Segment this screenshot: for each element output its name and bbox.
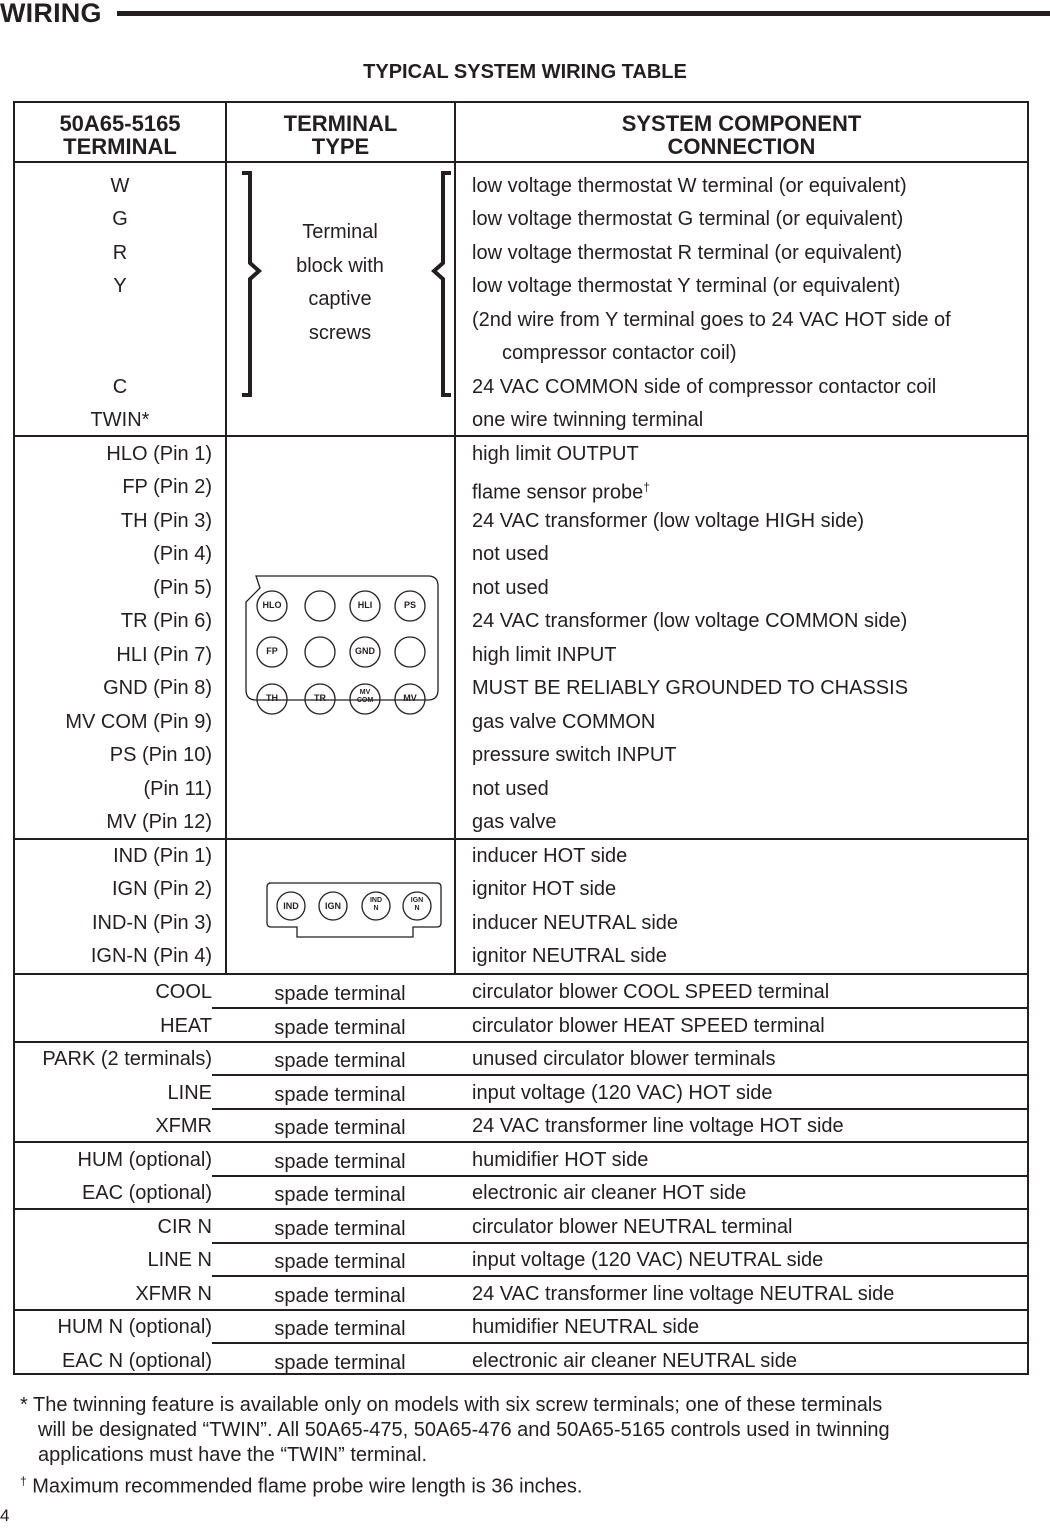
terminal-name: XFMR N bbox=[135, 1282, 212, 1305]
type-line: captive bbox=[308, 288, 372, 310]
terminal-pin: IGN-N (Pin 4) bbox=[90, 945, 212, 967]
pin-labels bbox=[242, 572, 442, 722]
connection-pin: gas valve bbox=[472, 811, 557, 833]
connection-text: electronic air cleaner HOT side bbox=[472, 1182, 747, 1204]
col-header-terminal bbox=[15, 112, 225, 158]
section-divider-2 bbox=[15, 838, 1027, 840]
table-row bbox=[15, 1109, 1027, 1143]
terminal-pin: GND (Pin 8) bbox=[103, 677, 212, 699]
terminal-pin: HLI (Pin 7) bbox=[116, 644, 212, 666]
table-row bbox=[15, 975, 1027, 1009]
terminal-type: spade terminal bbox=[274, 1351, 406, 1374]
terminal-name: LINE bbox=[167, 1081, 212, 1104]
table-row bbox=[15, 1310, 1027, 1344]
terminal-type: spade terminal bbox=[274, 1251, 406, 1273]
terminal-pin: IGN (Pin 2) bbox=[111, 878, 212, 900]
section-title: WIRING bbox=[0, 0, 102, 28]
connection-pin: not used bbox=[472, 778, 549, 800]
footnote-twinning-cont: will be designated “TWIN”. All 50A65-475, 50A65-476 and 50A65-5165 controls used in twinning bbox=[38, 1419, 890, 1441]
terminal-name: PARK (2 terminals) bbox=[42, 1048, 212, 1070]
terminal-type: spade terminal bbox=[274, 1150, 406, 1173]
connection-w: low voltage thermostat W terminal (or equivalent) bbox=[472, 175, 907, 197]
connection-text: input voltage (120 VAC) NEUTRAL side bbox=[472, 1249, 824, 1271]
col-divider-2 bbox=[454, 103, 456, 973]
wiring-table bbox=[13, 101, 1029, 1375]
connection-text: humidifier NEUTRAL side bbox=[472, 1316, 700, 1338]
terminal-pin: IND-N (Pin 3) bbox=[91, 912, 212, 934]
connection-text: humidifier HOT side bbox=[472, 1148, 649, 1171]
connection-pin: inducer NEUTRAL side bbox=[472, 912, 679, 934]
connection-twin: one wire twinning terminal bbox=[472, 409, 704, 431]
connection-pin: gas valve COMMON bbox=[472, 711, 656, 733]
connection-pin: ignitor HOT side bbox=[472, 878, 617, 900]
terminal-name: HUM N (optional) bbox=[57, 1316, 212, 1338]
connection-pin: not used bbox=[472, 543, 549, 565]
type-line: block with bbox=[296, 254, 384, 277]
terminal-pin: MV COM (Pin 9) bbox=[65, 711, 212, 733]
table-row bbox=[15, 1243, 1027, 1277]
connection-g: low voltage thermostat G terminal (or equivalent) bbox=[472, 208, 904, 230]
connection-y-note: (2nd wire from Y terminal goes to 24 VAC HOT side of bbox=[472, 309, 951, 331]
footnote-text: Maximum recommended flame probe wire length is 36 inches. bbox=[26, 1475, 583, 1498]
terminal-type: spade terminal bbox=[274, 1284, 406, 1307]
dagger-mark: † bbox=[643, 480, 650, 494]
terminal-name: EAC (optional) bbox=[81, 1182, 212, 1204]
table-row bbox=[15, 1344, 1027, 1376]
connection-pin: 24 VAC transformer (low voltage HIGH side) bbox=[472, 510, 864, 532]
terminal-pin: MV (Pin 12) bbox=[106, 811, 212, 833]
header-divider bbox=[15, 161, 1027, 163]
connection-pin bbox=[472, 476, 650, 504]
terminal-type: spade terminal bbox=[274, 1117, 406, 1139]
pin-label-line: N bbox=[373, 905, 379, 912]
pin-label: HLO bbox=[262, 600, 282, 610]
terminal-name: EAC N (optional) bbox=[61, 1349, 212, 1372]
table-row bbox=[15, 1210, 1027, 1244]
terminal-type: spade terminal bbox=[274, 1083, 406, 1106]
col-header-type bbox=[227, 112, 454, 158]
connection-text: circulator blower HEAT SPEED terminal bbox=[472, 1014, 825, 1037]
terminal-type: spade terminal bbox=[274, 1217, 406, 1240]
table-row bbox=[15, 1176, 1027, 1210]
terminal-name: HUM (optional) bbox=[77, 1148, 212, 1171]
connection-text: 24 VAC transformer line voltage NEUTRAL side bbox=[472, 1282, 895, 1305]
terminal-pin: PS (Pin 10) bbox=[109, 744, 212, 766]
col-header-line: CONNECTION bbox=[667, 134, 816, 159]
terminal-g: G bbox=[112, 208, 128, 230]
four-pin-connector-diagram bbox=[263, 879, 445, 943]
connection-y: low voltage thermostat Y terminal (or equivalent) bbox=[472, 275, 901, 297]
footnote-twinning: * The twinning feature is available only on models with six screw terminals; one of these terminals bbox=[20, 1394, 883, 1416]
terminal-pin: (Pin 4) bbox=[153, 543, 212, 565]
terminal-twin: TWIN* bbox=[90, 409, 150, 431]
section-header bbox=[0, 0, 1050, 28]
terminal-pin: TH (Pin 3) bbox=[120, 510, 212, 532]
terminal-type: spade terminal bbox=[274, 1318, 406, 1340]
terminal-name: LINE N bbox=[147, 1249, 212, 1271]
col-header-line: TERMINAL bbox=[63, 134, 177, 159]
pin-label: TR bbox=[314, 693, 326, 703]
table-row bbox=[15, 1042, 1027, 1076]
connection-text: electronic air cleaner NEUTRAL side bbox=[472, 1349, 797, 1372]
col-header-line: TERMINAL bbox=[283, 111, 398, 136]
connection-pin: MUST BE RELIABLY GROUNDED TO CHASSIS bbox=[472, 677, 909, 699]
terminal-w: W bbox=[110, 175, 130, 197]
terminal-pin: HLO (Pin 1) bbox=[106, 443, 212, 465]
pin-label: TH bbox=[266, 693, 278, 703]
pin-label-mvcom bbox=[350, 689, 380, 705]
connection-pin: 24 VAC transformer (low voltage COMMON side) bbox=[472, 610, 908, 632]
terminal-pin: IND (Pin 1) bbox=[113, 845, 212, 867]
terminal-pin: TR (Pin 6) bbox=[120, 610, 212, 632]
section-divider-1 bbox=[15, 435, 1027, 437]
pin-label-ignn bbox=[403, 897, 431, 913]
pin-label: GND bbox=[355, 646, 375, 656]
pin-label: FP bbox=[266, 646, 278, 656]
footnote-twinning-cont: applications must have the “TWIN” terminal. bbox=[38, 1444, 428, 1466]
connection-text: circulator blower COOL SPEED terminal bbox=[472, 981, 830, 1003]
terminal-c: C bbox=[112, 376, 128, 398]
page-number: 4 bbox=[0, 1506, 10, 1525]
connection-text: circulator blower NEUTRAL terminal bbox=[472, 1215, 793, 1238]
connection-text: unused circulator blower terminals bbox=[472, 1048, 776, 1070]
table-row bbox=[15, 1076, 1027, 1110]
dagger-mark: † bbox=[20, 1474, 27, 1488]
table-row bbox=[15, 1143, 1027, 1177]
pin-label: MV bbox=[403, 693, 417, 703]
connection-pin: high limit OUTPUT bbox=[472, 443, 639, 465]
terminal-type: spade terminal bbox=[274, 1050, 406, 1072]
connection-text: flame sensor probe bbox=[472, 481, 644, 504]
connection-pin: high limit INPUT bbox=[472, 644, 617, 666]
type-line: Terminal bbox=[302, 221, 378, 243]
terminal-type: spade terminal bbox=[274, 983, 406, 1005]
col-header-line: TYPE bbox=[311, 134, 370, 159]
connection-pin: ignitor NEUTRAL side bbox=[472, 945, 667, 967]
header-rule bbox=[117, 11, 1050, 16]
terminal-type: spade terminal bbox=[274, 1184, 406, 1206]
connection-r: low voltage thermostat R terminal (or equivalent) bbox=[472, 242, 903, 264]
terminal-pin: FP (Pin 2) bbox=[122, 476, 212, 498]
terminal-pin: (Pin 11) bbox=[143, 778, 212, 800]
pin-label-line: IGN bbox=[410, 897, 424, 904]
pin-label: HLI bbox=[357, 600, 373, 610]
pin-label-line: COM bbox=[356, 697, 374, 704]
pin-label: PS bbox=[403, 600, 416, 610]
connection-pin: pressure switch INPUT bbox=[472, 744, 677, 766]
terminal-pin: (Pin 5) bbox=[153, 577, 212, 599]
pin-label-indn bbox=[362, 897, 390, 913]
screw-block-type bbox=[227, 216, 453, 350]
connection-text: input voltage (120 VAC) HOT side bbox=[472, 1081, 773, 1104]
connection-c: 24 VAC COMMON side of compressor contactor coil bbox=[472, 376, 937, 398]
pin-label-line: IND bbox=[369, 897, 383, 904]
connection-y-note-cont: compressor contactor coil) bbox=[502, 342, 737, 364]
terminal-y: Y bbox=[113, 275, 127, 297]
footnote-flame-probe bbox=[20, 1469, 583, 1499]
terminal-name: COOL bbox=[155, 981, 212, 1003]
terminal-name: XFMR bbox=[155, 1115, 212, 1137]
connection-pin: not used bbox=[472, 577, 549, 599]
connection-pin: inducer HOT side bbox=[472, 845, 628, 867]
pin-label-line: MV bbox=[359, 689, 371, 696]
col-header-line: SYSTEM COMPONENT bbox=[621, 111, 862, 136]
terminal-name: HEAT bbox=[160, 1014, 212, 1037]
pin-label: IGN bbox=[324, 901, 341, 911]
pin-label-line: N bbox=[414, 905, 420, 912]
table-title: TYPICAL SYSTEM WIRING TABLE bbox=[363, 61, 687, 83]
type-line: screws bbox=[308, 321, 372, 344]
terminal-name: CIR N bbox=[157, 1215, 212, 1238]
col-header-connection bbox=[456, 112, 1027, 158]
pin-label: IND bbox=[283, 901, 299, 911]
table-row bbox=[15, 1009, 1027, 1043]
table-row bbox=[15, 1277, 1027, 1311]
terminal-type: spade terminal bbox=[274, 1016, 406, 1039]
col-header-line: 50A65-5165 bbox=[59, 111, 181, 136]
terminal-r: R bbox=[112, 242, 128, 264]
connection-text: 24 VAC transformer line voltage HOT side bbox=[472, 1115, 844, 1137]
